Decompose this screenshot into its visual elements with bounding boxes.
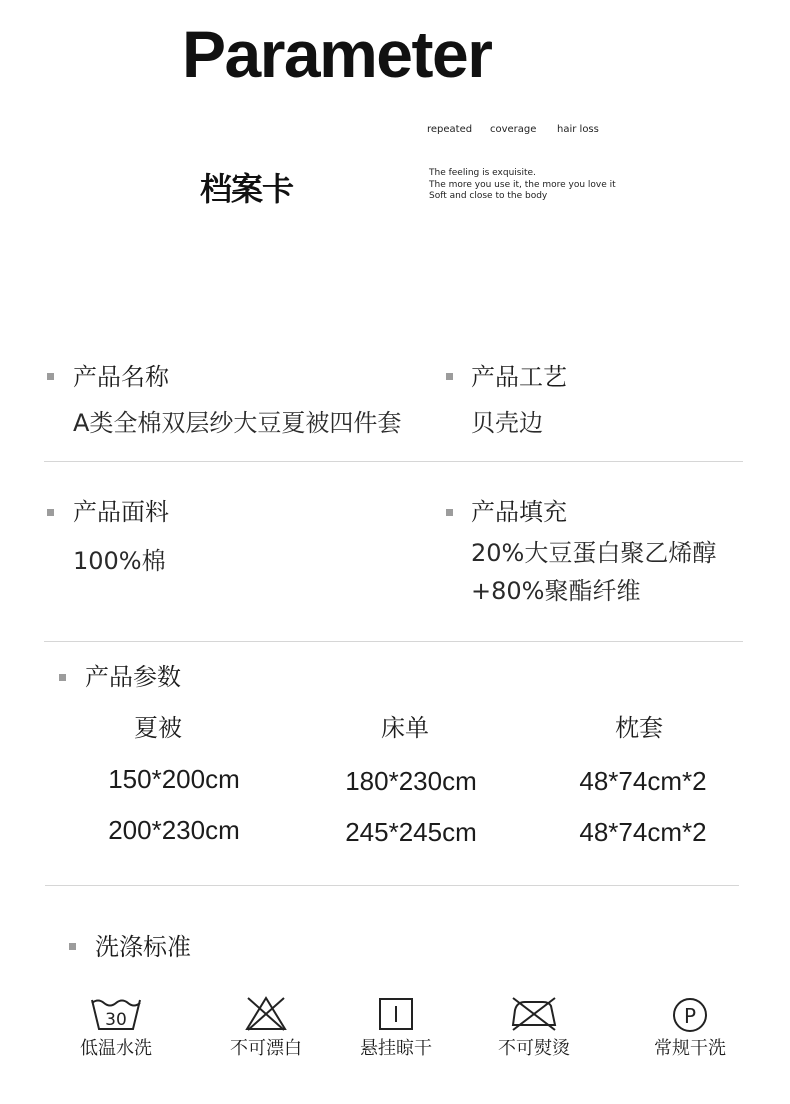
filling-value-line-2: +80%聚酯纤维: [471, 577, 641, 605]
bullet-marker: [47, 373, 54, 380]
wash-temperature: 30: [105, 1010, 127, 1030]
care-label-dry-clean: 常规干洗: [654, 1038, 726, 1059]
table-cell: 200*230cm: [108, 815, 240, 845]
tag-repeated: repeated: [427, 124, 473, 135]
bullet-marker: [59, 674, 66, 681]
care-item-dry-clean: [625, 994, 755, 1060]
care-label-no-iron: 不可熨烫: [498, 1038, 570, 1059]
bullet-marker: [69, 943, 76, 950]
divider: [44, 641, 743, 642]
tag-hair-loss: hair loss: [557, 124, 599, 135]
no-bleach-icon: [239, 994, 293, 1032]
tagline-line-1: The feeling is exquisite.: [429, 168, 536, 178]
bullet-marker: [446, 509, 453, 516]
table-cell: 150*200cm: [108, 764, 240, 794]
profile-card-heading: 档案卡: [200, 170, 294, 208]
care-item-no-iron: [469, 994, 599, 1060]
column-header-quilt: 夏被: [134, 714, 182, 742]
care-item-line-dry: [331, 994, 461, 1060]
care-label-low-temp-wash: 低温水洗: [80, 1038, 152, 1059]
tagline: [429, 168, 616, 203]
column-header-sheet: 床单: [381, 714, 429, 742]
care-label-line-dry: 悬挂晾干: [360, 1038, 432, 1059]
product-name-label: 产品名称: [73, 363, 169, 391]
care-label: 洗涤标准: [95, 933, 191, 961]
tagline-line-3: Soft and close to the body: [429, 191, 548, 201]
divider: [45, 885, 739, 886]
fabric-value: 100%棉: [73, 547, 166, 575]
no-iron-icon: [507, 994, 561, 1032]
craft-label: 产品工艺: [471, 363, 567, 391]
care-label-no-bleach: 不可漂白: [230, 1038, 302, 1059]
table-cell: 180*230cm: [345, 766, 477, 796]
tagline-line-2: The more you use it, the more you love it: [429, 179, 616, 190]
care-item-low-temp-wash: [51, 994, 181, 1060]
filling-label: 产品填充: [471, 498, 567, 526]
table-cell: 245*245cm: [345, 817, 477, 847]
wash-30-icon: [89, 994, 143, 1032]
dry-clean-p-icon: [663, 994, 717, 1032]
product-name-value: A类全棉双层纱大豆夏被四件套: [73, 409, 402, 437]
divider: [44, 461, 743, 462]
fabric-label: 产品面料: [73, 498, 169, 526]
craft-value: 贝壳边: [471, 409, 543, 437]
page-title: Parameter: [182, 17, 492, 91]
table-cell: 48*74cm*2: [579, 766, 707, 796]
care-item-no-bleach: [201, 994, 331, 1060]
specs-label: 产品参数: [85, 663, 181, 691]
bullet-marker: [446, 373, 453, 380]
column-header-pillowcase: 枕套: [615, 714, 663, 742]
table-cell: 48*74cm*2: [579, 817, 707, 847]
line-dry-icon: [369, 994, 423, 1032]
dry-clean-letter: P: [683, 1004, 697, 1028]
bullet-marker: [47, 509, 54, 516]
filling-value-line-1: 20%大豆蛋白聚乙烯醇: [471, 539, 717, 567]
tag-coverage: coverage: [490, 124, 537, 135]
